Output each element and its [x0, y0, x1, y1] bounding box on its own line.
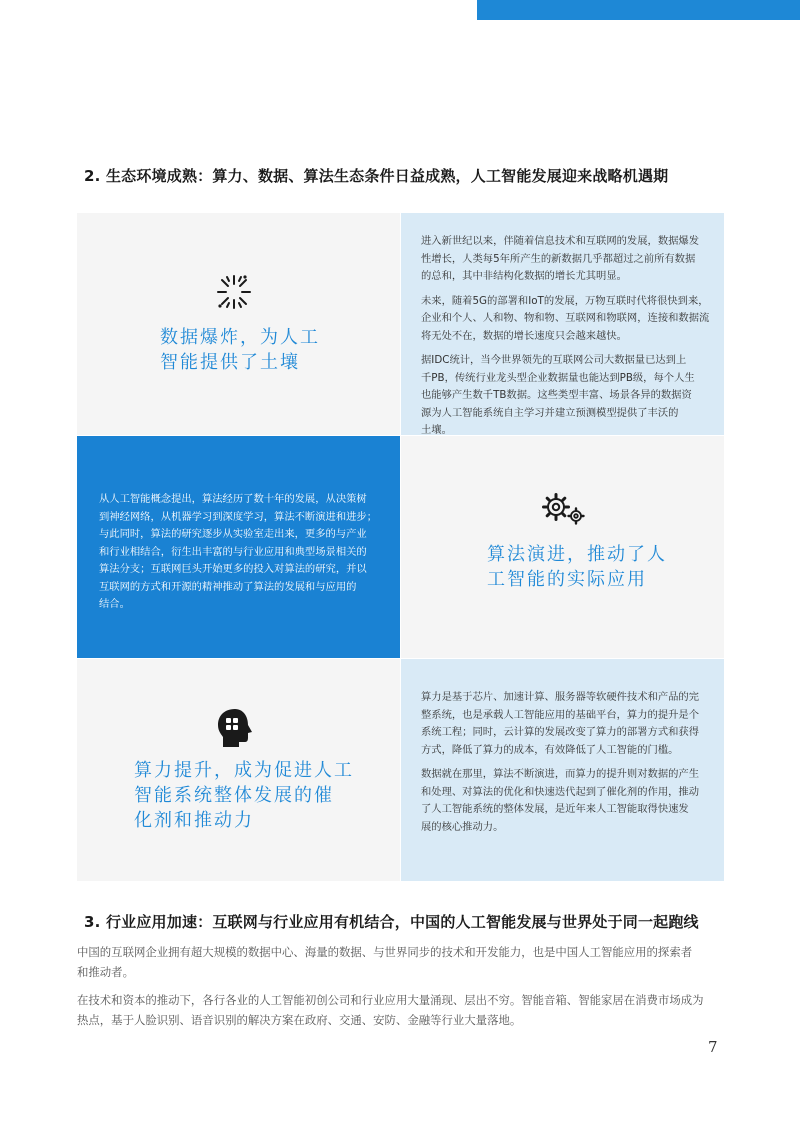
- text-line: 从人工智能概念提出，算法经历了数十年的发展，从决策树: [99, 493, 367, 505]
- text-line: 未来，随着5G的部署和IoT的发展，万物互联时代将很快到来，: [421, 294, 709, 307]
- title-line: 智能系统整体发展的催: [134, 785, 334, 806]
- text-line: 热点，基于人脸识别、语音识别的解决方案在政府、交通、安防、金融等行业大量落地。: [77, 1013, 522, 1027]
- text-line: 也能够产生数千TB数据。这些类型丰富、场景各异的数据资: [421, 389, 692, 401]
- head-chip-icon: [215, 707, 255, 749]
- compute-body: [421, 689, 716, 843]
- data-explosion-text-panel: [401, 213, 724, 435]
- text-line: 结合。: [99, 598, 130, 610]
- text-line: 企业和个人、人和物、物和物、互联网和物联网，连接和数据流: [421, 312, 710, 324]
- page-number: 7: [708, 1038, 718, 1056]
- data-explosion-title: [160, 325, 320, 375]
- algorithm-body: [99, 491, 394, 621]
- text-line: 到神经网络，从机器学习到深度学习，算法不断演进和进步；: [99, 510, 378, 523]
- text-line: 方式，降低了算力的成本，有效降低了人工智能的门槛。: [421, 743, 679, 756]
- title-line: 智能提供了土壤: [160, 352, 300, 373]
- text-line: 性增长，人类每5年所产生的新数据几乎都超过之前所有数据: [421, 252, 696, 265]
- text-line: 和行业相结合，衍生出丰富的与行业应用和典型场景相关的: [99, 545, 367, 558]
- section-3-paragraph: [77, 990, 723, 1030]
- text-line: 和推动者。: [77, 965, 134, 979]
- top-accent-bar: [477, 0, 800, 20]
- text-line: 和处理、对算法的优化和快速迭代起到了催化剂的作用，推动: [421, 785, 700, 798]
- text-line: 源为人工智能系统自主学习并建立预测模型提供了丰沃的: [421, 406, 679, 419]
- compute-text-panel: [401, 659, 724, 881]
- text-line: 的总和，其中非结构化数据的增长尤其明显。: [421, 270, 627, 282]
- text-line: 系统工程；同时，云计算的发展改变了算力的部署方式和获得: [421, 726, 700, 738]
- section-2-heading: 2. 生态环境成熟：算力、数据、算法生态条件日益成熟，人工智能发展迎来战略机遇期: [84, 167, 669, 185]
- text-line: 千PB，传统行业龙头型企业数据量也能达到PB级，每个人生: [421, 371, 695, 384]
- text-line: 将无处不在，数据的增长速度只会越来越快。: [421, 329, 627, 342]
- title-line: 工智能的实际应用: [487, 569, 647, 590]
- compute-title: [134, 758, 354, 833]
- text-line: 展的核心推动力。: [421, 820, 504, 833]
- three-factors-grid: [77, 213, 724, 880]
- text-line: 互联网的方式和开源的精神推动了算法的发展和与应用的: [99, 580, 357, 593]
- text-line: 与此同时，算法的研究逐步从实验室走出来，更多的与产业: [99, 528, 367, 540]
- algorithm-text-panel: [77, 436, 400, 658]
- gears-icon: [541, 492, 587, 526]
- text-line: 土壤。: [421, 424, 452, 436]
- title-line: 算力提升，成为促进人工: [134, 760, 354, 781]
- text-line: 数据就在那里，算法不断演进，而算力的提升则对数据的产生: [421, 768, 700, 780]
- data-explosion-panel: [77, 213, 400, 435]
- section-3-paragraph: [77, 942, 723, 982]
- text-line: 据IDC统计，当今世界领先的互联网公司大数据量已达到上: [421, 354, 687, 366]
- compute-panel: [77, 659, 400, 881]
- algorithm-panel: [401, 436, 724, 658]
- text-line: 中国的互联网企业拥有超大规模的数据中心、海量的数据、与世界同步的技术和开发能力，也是中国人工智能应用的探索者: [77, 945, 693, 959]
- text-line: 进入新世纪以来，伴随着信息技术和互联网的发展，数据爆发: [421, 235, 700, 247]
- burst-icon: [215, 273, 253, 311]
- text-line: 了人工智能系统的整体发展，是近年来人工智能取得快速发: [421, 803, 689, 815]
- algorithm-title: [487, 542, 667, 592]
- data-explosion-body: [421, 233, 716, 447]
- title-line: 数据爆炸，为人工: [160, 327, 320, 348]
- section-3-heading: 3. 行业应用加速：互联网与行业应用有机结合，中国的人工智能发展与世界处于同一起跑线: [84, 913, 699, 931]
- title-line: 化剂和推动力: [134, 810, 254, 831]
- text-line: 整系统，也是承载人工智能应用的基础平台，算力的提升是个: [421, 708, 700, 721]
- text-line: 算法分支；互联网巨头开始更多的投入对算法的研究，并以: [99, 563, 367, 575]
- text-line: 算力是基于芯片、加速计算、服务器等软硬件技术和产品的完: [421, 691, 700, 703]
- title-line: 算法演进，推动了人: [487, 544, 667, 565]
- text-line: 在技术和资本的推动下，各行各业的人工智能初创公司和行业应用大量涌现、层出不穷。智能音箱、智能家居在消费市场成为: [77, 993, 704, 1007]
